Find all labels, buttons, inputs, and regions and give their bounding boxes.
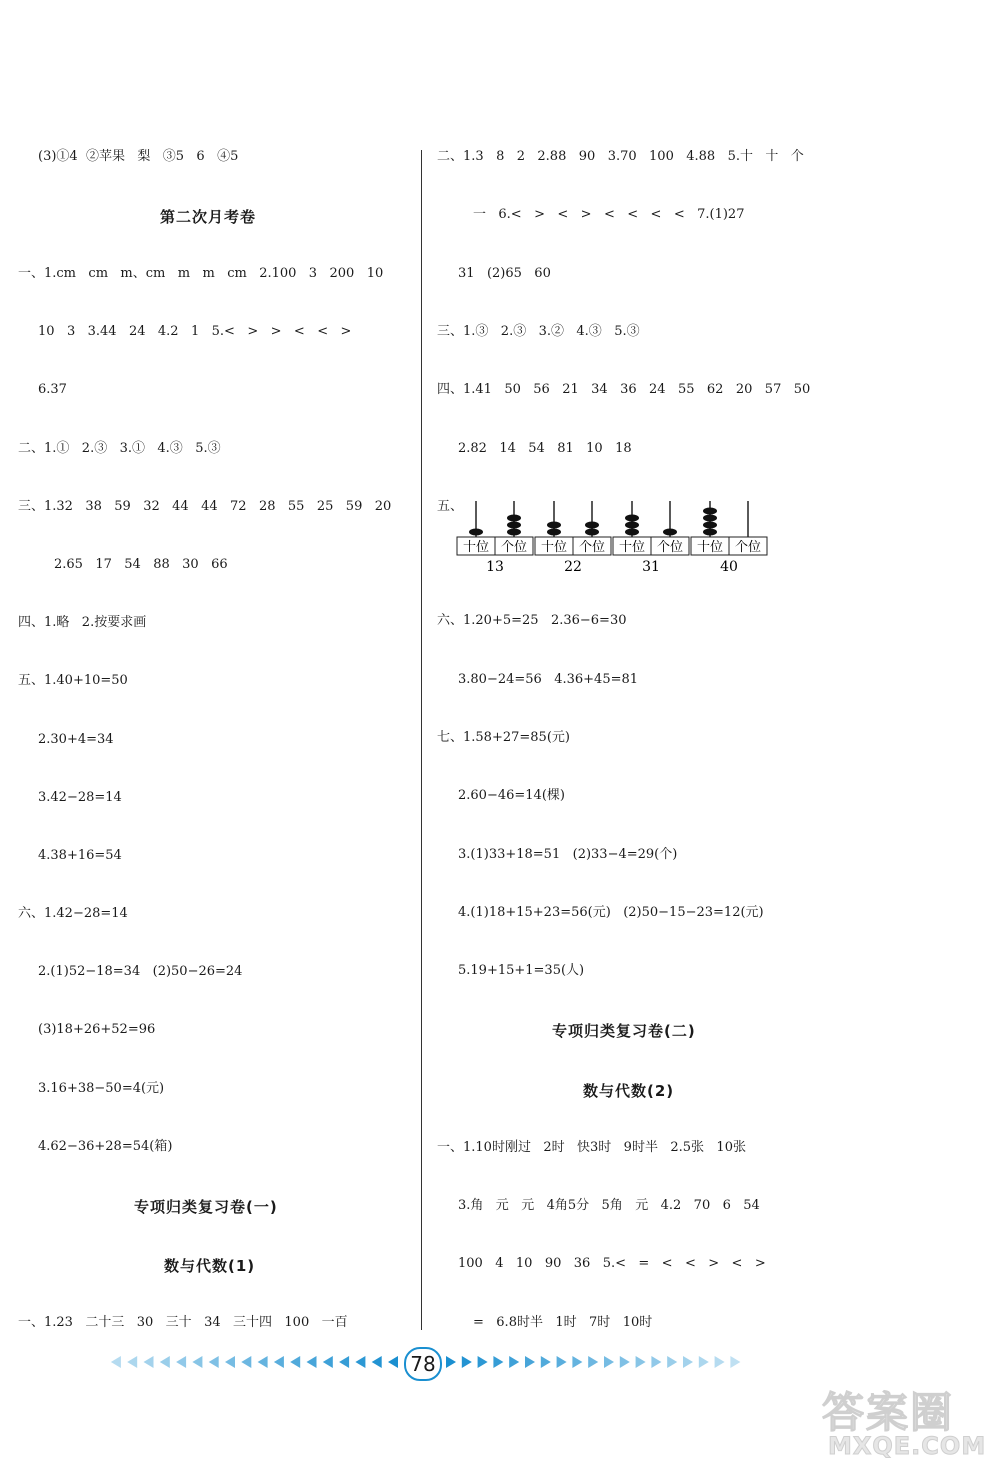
abacus-unit — [691, 501, 767, 575]
nav-arrow-right-icon — [493, 1356, 503, 1368]
nav-arrow-left-icon — [339, 1356, 349, 1368]
nav-arrow-left-icon — [127, 1356, 137, 1368]
answer-line: 六、1.42−28=14 — [18, 906, 128, 921]
abacus-bead — [703, 522, 717, 529]
abacus-ones-label: 个位 — [656, 540, 684, 555]
nav-arrow-left-icon — [209, 1356, 219, 1368]
answer-line: 4.(1)18+15+23=56(元) (2)50−15−23=12(元) — [458, 905, 764, 920]
nav-arrow-left-icon — [307, 1356, 317, 1368]
answer-line: 二、1.① 2.③ 3.① 4.③ 5.③ — [18, 441, 221, 456]
nav-arrow-right-icon — [683, 1356, 693, 1368]
nav-arrow-left-icon — [160, 1356, 170, 1368]
abacus-bead — [547, 522, 561, 529]
watermark-url: MXQE.COM — [828, 1432, 987, 1460]
nav-arrow-right-icon — [446, 1356, 456, 1368]
nav-arrow-right-icon — [604, 1356, 614, 1368]
answer-line: 10 3 3.44 24 4.2 1 5.< > > < < > — [38, 324, 352, 339]
answer-line: 100 4 10 90 36 5.< = < < > < > — [458, 1256, 766, 1271]
abacus-bead — [469, 529, 483, 536]
watermark-title: 答案圈 — [822, 1388, 955, 1437]
abacus-bead — [703, 529, 717, 536]
section-heading: 第二次月考卷 — [160, 208, 257, 226]
answer-line: 五、1.40+10=50 — [18, 673, 128, 688]
section-heading: 专项归类复习卷(一) — [134, 1198, 278, 1216]
nav-arrow-right-icon — [525, 1356, 535, 1368]
abacus-ones-label: 个位 — [500, 540, 528, 555]
answer-line: 三、1.③ 2.③ 3.② 4.③ 5.③ — [437, 324, 640, 339]
abacus-tens-label: 十位 — [462, 540, 490, 555]
answer-line: 四、1.略 2.按要求画 — [18, 615, 147, 630]
nav-arrow-right-icon — [557, 1356, 567, 1368]
answer-line: (3)①4 ②苹果 梨 ③5 6 ④5 — [38, 149, 239, 164]
abacus-bead — [507, 522, 521, 529]
abacus-bead — [585, 529, 599, 536]
answer-line: 一、1.23 二十三 30 三十 34 三十四 100 一百 — [18, 1315, 348, 1330]
column-divider — [421, 150, 422, 1330]
nav-arrow-right-icon — [715, 1356, 725, 1368]
answer-line: = 6.8时半 1时 7时 10时 — [473, 1315, 653, 1330]
answer-line: 2.30+4=34 — [38, 732, 114, 747]
answer-line: 3.16+38−50=4(元) — [38, 1081, 165, 1096]
answer-line: 五、 — [437, 499, 464, 514]
answer-line: 三、1.32 38 59 32 44 44 72 28 55 25 59 20 — [18, 499, 392, 514]
answer-line: 3.80−24=56 4.36+45=81 — [458, 672, 639, 687]
abacus-bead — [547, 529, 561, 536]
nav-arrow-left-icon — [111, 1356, 121, 1368]
nav-arrow-right-icon — [588, 1356, 598, 1368]
section-subheading: 数与代数(2) — [583, 1082, 675, 1100]
abacus-unit — [457, 501, 533, 575]
abacus-bead — [507, 529, 521, 536]
abacus-value: 31 — [642, 559, 660, 575]
answer-line: 六、1.20+5=25 2.36−6=30 — [437, 613, 627, 628]
nav-arrow-right-icon — [730, 1356, 740, 1368]
abacus-value: 13 — [486, 559, 504, 575]
abacus-bead — [625, 522, 639, 529]
page-number: 78 — [404, 1347, 442, 1381]
watermark-logo — [822, 1380, 992, 1470]
nav-arrow-right-icon — [541, 1356, 551, 1368]
abacus-bead — [585, 522, 599, 529]
abacus-tens-label: 十位 — [540, 540, 568, 555]
abacus-diagram — [455, 495, 775, 577]
nav-arrow-left-icon — [258, 1356, 268, 1368]
nav-arrow-right-icon — [478, 1356, 488, 1368]
abacus-bead — [625, 515, 639, 522]
section-heading: 专项归类复习卷(二) — [552, 1022, 696, 1040]
abacus-ones-label: 个位 — [734, 540, 762, 555]
nav-arrow-right-icon — [572, 1356, 582, 1368]
answer-line: 一 6.< > < > < < < < 7.(1)27 — [473, 207, 745, 222]
nav-arrow-right-icon — [699, 1356, 709, 1368]
nav-arrow-left-icon — [241, 1356, 251, 1368]
abacus-ones-label: 个位 — [578, 540, 606, 555]
nav-arrow-right-icon — [636, 1356, 646, 1368]
answer-line: 31 (2)65 60 — [458, 266, 551, 281]
answer-line: 七、1.58+27=85(元) — [437, 730, 570, 745]
answer-line: 二、1.3 8 2 2.88 90 3.70 100 4.88 5.十 十 个 — [437, 149, 804, 164]
nav-arrow-left-icon — [274, 1356, 284, 1368]
answer-line: 一、1.10时刚过 2时 快3时 9时半 2.5张 10张 — [437, 1140, 746, 1155]
abacus-tens-label: 十位 — [618, 540, 646, 555]
nav-arrow-right-icon — [651, 1356, 661, 1368]
answer-line: 4.62−36+28=54(箱) — [38, 1139, 173, 1154]
page-nav-arrows — [0, 1345, 1000, 1379]
nav-arrow-left-icon — [192, 1356, 202, 1368]
abacus-value: 40 — [720, 559, 738, 575]
nav-arrow-left-icon — [372, 1356, 382, 1368]
nav-arrow-left-icon — [355, 1356, 365, 1368]
section-subheading: 数与代数(1) — [164, 1257, 256, 1275]
nav-arrow-right-icon — [462, 1356, 472, 1368]
answer-line: 6.37 — [38, 382, 67, 397]
abacus-bead — [703, 508, 717, 515]
nav-arrow-right-icon — [667, 1356, 677, 1368]
answer-line: (3)18+26+52=96 — [38, 1022, 156, 1037]
abacus-bead — [663, 529, 677, 536]
answer-line: 2.60−46=14(棵) — [458, 788, 565, 803]
nav-arrow-left-icon — [176, 1356, 186, 1368]
abacus-tens-label: 十位 — [696, 540, 724, 555]
abacus-bead — [703, 515, 717, 522]
nav-arrow-right-icon — [509, 1356, 519, 1368]
nav-arrow-left-icon — [388, 1356, 398, 1368]
answer-line: 3.(1)33+18=51 (2)33−4=29(个) — [458, 847, 678, 862]
answer-line: 2.(1)52−18=34 (2)50−26=24 — [38, 964, 243, 979]
nav-arrow-left-icon — [144, 1356, 154, 1368]
abacus-bead — [625, 529, 639, 536]
abacus-value: 22 — [564, 559, 582, 575]
abacus-unit — [535, 501, 611, 575]
answer-line: 2.65 17 54 88 30 66 — [54, 557, 228, 572]
abacus-bead — [507, 515, 521, 522]
nav-arrow-right-icon — [620, 1356, 630, 1368]
answer-line: 3.角 元 元 4角5分 5角 元 4.2 70 6 54 — [458, 1198, 760, 1213]
answer-line: 一、1.cm cm m、cm m m cm 2.100 3 200 10 — [18, 266, 384, 281]
answer-line: 3.42−28=14 — [38, 790, 122, 805]
nav-arrow-left-icon — [225, 1356, 235, 1368]
abacus-unit — [613, 501, 689, 575]
answer-line: 2.82 14 54 81 10 18 — [458, 441, 632, 456]
answer-line: 4.38+16=54 — [38, 848, 122, 863]
answer-line: 四、1.41 50 56 21 34 36 24 55 62 20 57 50 — [437, 382, 811, 397]
answer-line: 5.19+15+1=35(人) — [458, 963, 585, 978]
nav-arrow-left-icon — [323, 1356, 333, 1368]
nav-arrow-left-icon — [290, 1356, 300, 1368]
